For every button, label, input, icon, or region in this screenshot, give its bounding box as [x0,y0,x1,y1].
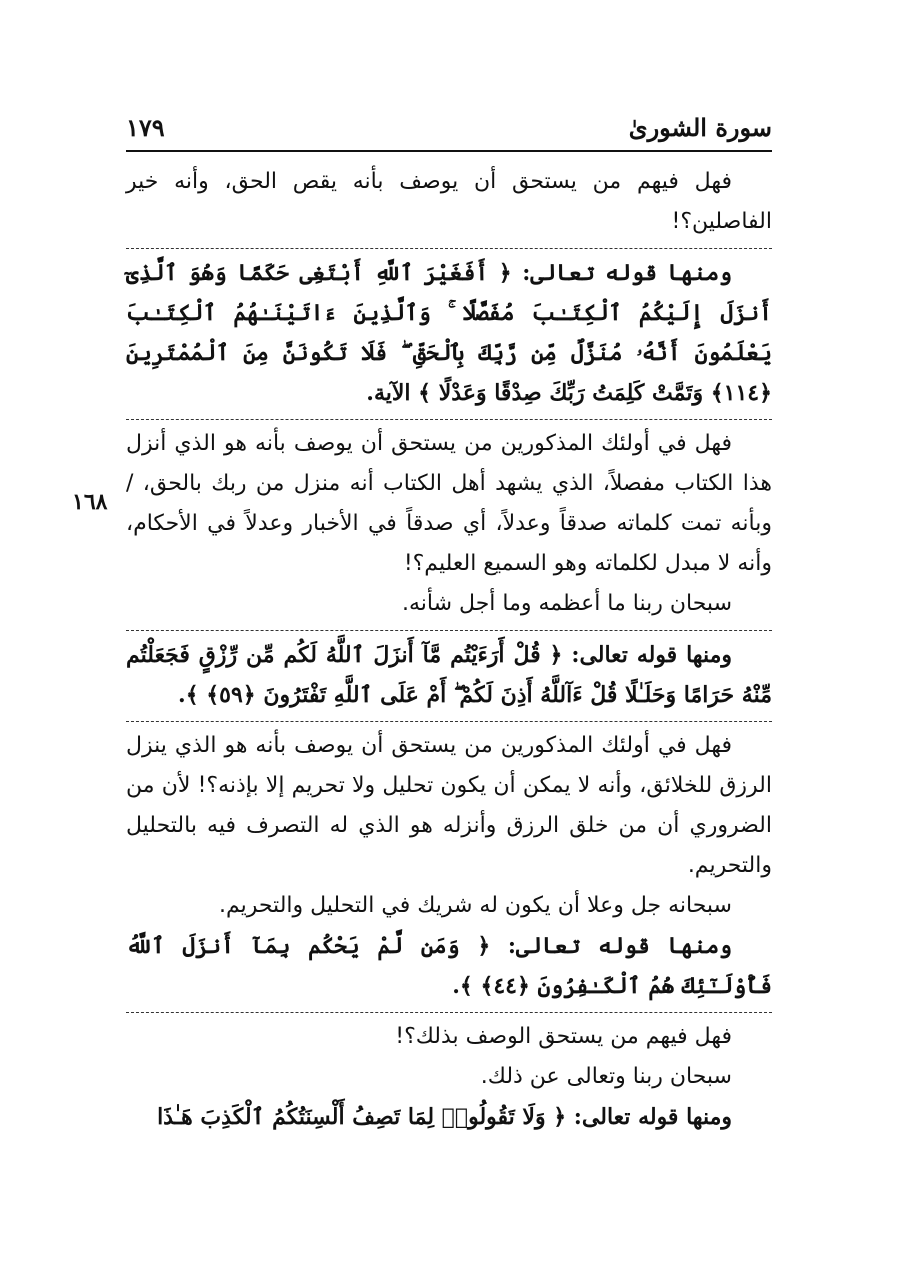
paragraph-9: فهل فيهم من يستحق الوصف بذلك؟! [395,1024,732,1049]
page-header [126,112,772,152]
separator [126,630,772,631]
separator [126,248,772,249]
separator [126,1012,772,1013]
paragraph-6: فهل في أولئك المذكورين من يستحق أن يوصف بأنه هو الذي ينزل الرزق للخلائق، وأنه لا يمكن أن يكون تحليل ولا تحريم إلا بإذنه؟! لأن من الضروري أن من خلق الرزق وأنزله هو الذي له التصرف فيه بالتحليل والتحريم. [126,733,772,878]
paragraph-quote-1: ومنها قوله تعالى: ﴿ أَفَغَيْرَ ٱللَّهِ أَبْتَغِى حَكَمًا وَهُوَ ٱلَّذِىٓ أَنزَلَ إِلَيْكُمُ ٱلْكِتَـٰبَ مُفَصَّلًا ۚ وَٱلَّذِينَ ءَاتَيْنَـٰهُمُ ٱلْكِتَـٰبَ يَعْلَمُونَ أَنَّهُۥ مُنَزَّلٌ مِّن رَّبِّكَ بِٱلْحَقِّ ۖ فَلَا تَكُونَنَّ مِنَ ٱلْمُمْتَرِينَ ﴿١١٤﴾ وَتَمَّتْ كَلِمَتُ رَبِّكَ صِدْقًا وَعَدْلًا ﴾ الآية. [126,260,772,406]
paragraph-4: سبحان ربنا ما أعظمه وما أجل شأنه. [402,591,732,616]
page-body [126,152,772,1137]
page-number: ١٧٩ [126,113,165,142]
paragraph-10: سبحان ربنا وتعالى عن ذلك. [480,1064,732,1089]
paragraph-3: فهل في أولئك المذكورين من يستحق أن يوصف بأنه هو الذي أنزل هذا الكتاب مفصلاً، الذي يشهد أهل الكتاب أنه منزل من ربك بالحق، /وبأنه تمت كلماته صدقاً وعدلاً، أي صدقاً في الأخبار وعدلاً في الأحكام، وأنه لا مبدل لكلماته وهو السميع العليم؟! [126,431,772,576]
separator [126,721,772,722]
surah-title: سورة الشورىٰ [628,113,772,142]
separator [126,419,772,420]
book-page [126,112,772,1232]
paragraph-quote-3: ومنها قوله تعالى: ﴿ وَمَن لَّمْ يَحْكُم بِمَآ أَنزَلَ ٱللَّهُ فَأُوْلَـٰٓئِكَ هُمُ ٱلْكَـٰفِرُونَ ﴿٤٤﴾ ﴾. [126,933,772,999]
paragraph-quote-4: ومنها قوله تعالى: ﴿ وَلَا تَقُولُوا۟ لِمَا تَصِفُ أَلْسِنَتُكُمُ ٱلْكَذِبَ هَـٰذَا [157,1104,732,1130]
paragraph-7: سبحانه جل وعلا أن يكون له شريك في التحليل والتحريم. [218,893,732,918]
paragraph-quote-2: ومنها قوله تعالى: ﴿ قُلْ أَرَءَيْتُم مَّآ أَنزَلَ ٱللَّهُ لَكُم مِّن رِّزْقٍ فَجَعَلْتُم مِّنْهُ حَرَامًا وَحَلَـٰلًا قُلْ ءَآللَّهُ أَذِنَ لَكُمْ ۖ أَمْ عَلَى ٱللَّهِ تَفْتَرُونَ ﴿٥٩﴾ ﴾. [126,642,772,708]
margin-page-reference: ١٦٨ [72,489,108,515]
paragraph-1: فهل فيهم من يستحق أن يوصف بأنه يقص الحق، وأنه خير الفاصلين؟! [126,169,772,234]
